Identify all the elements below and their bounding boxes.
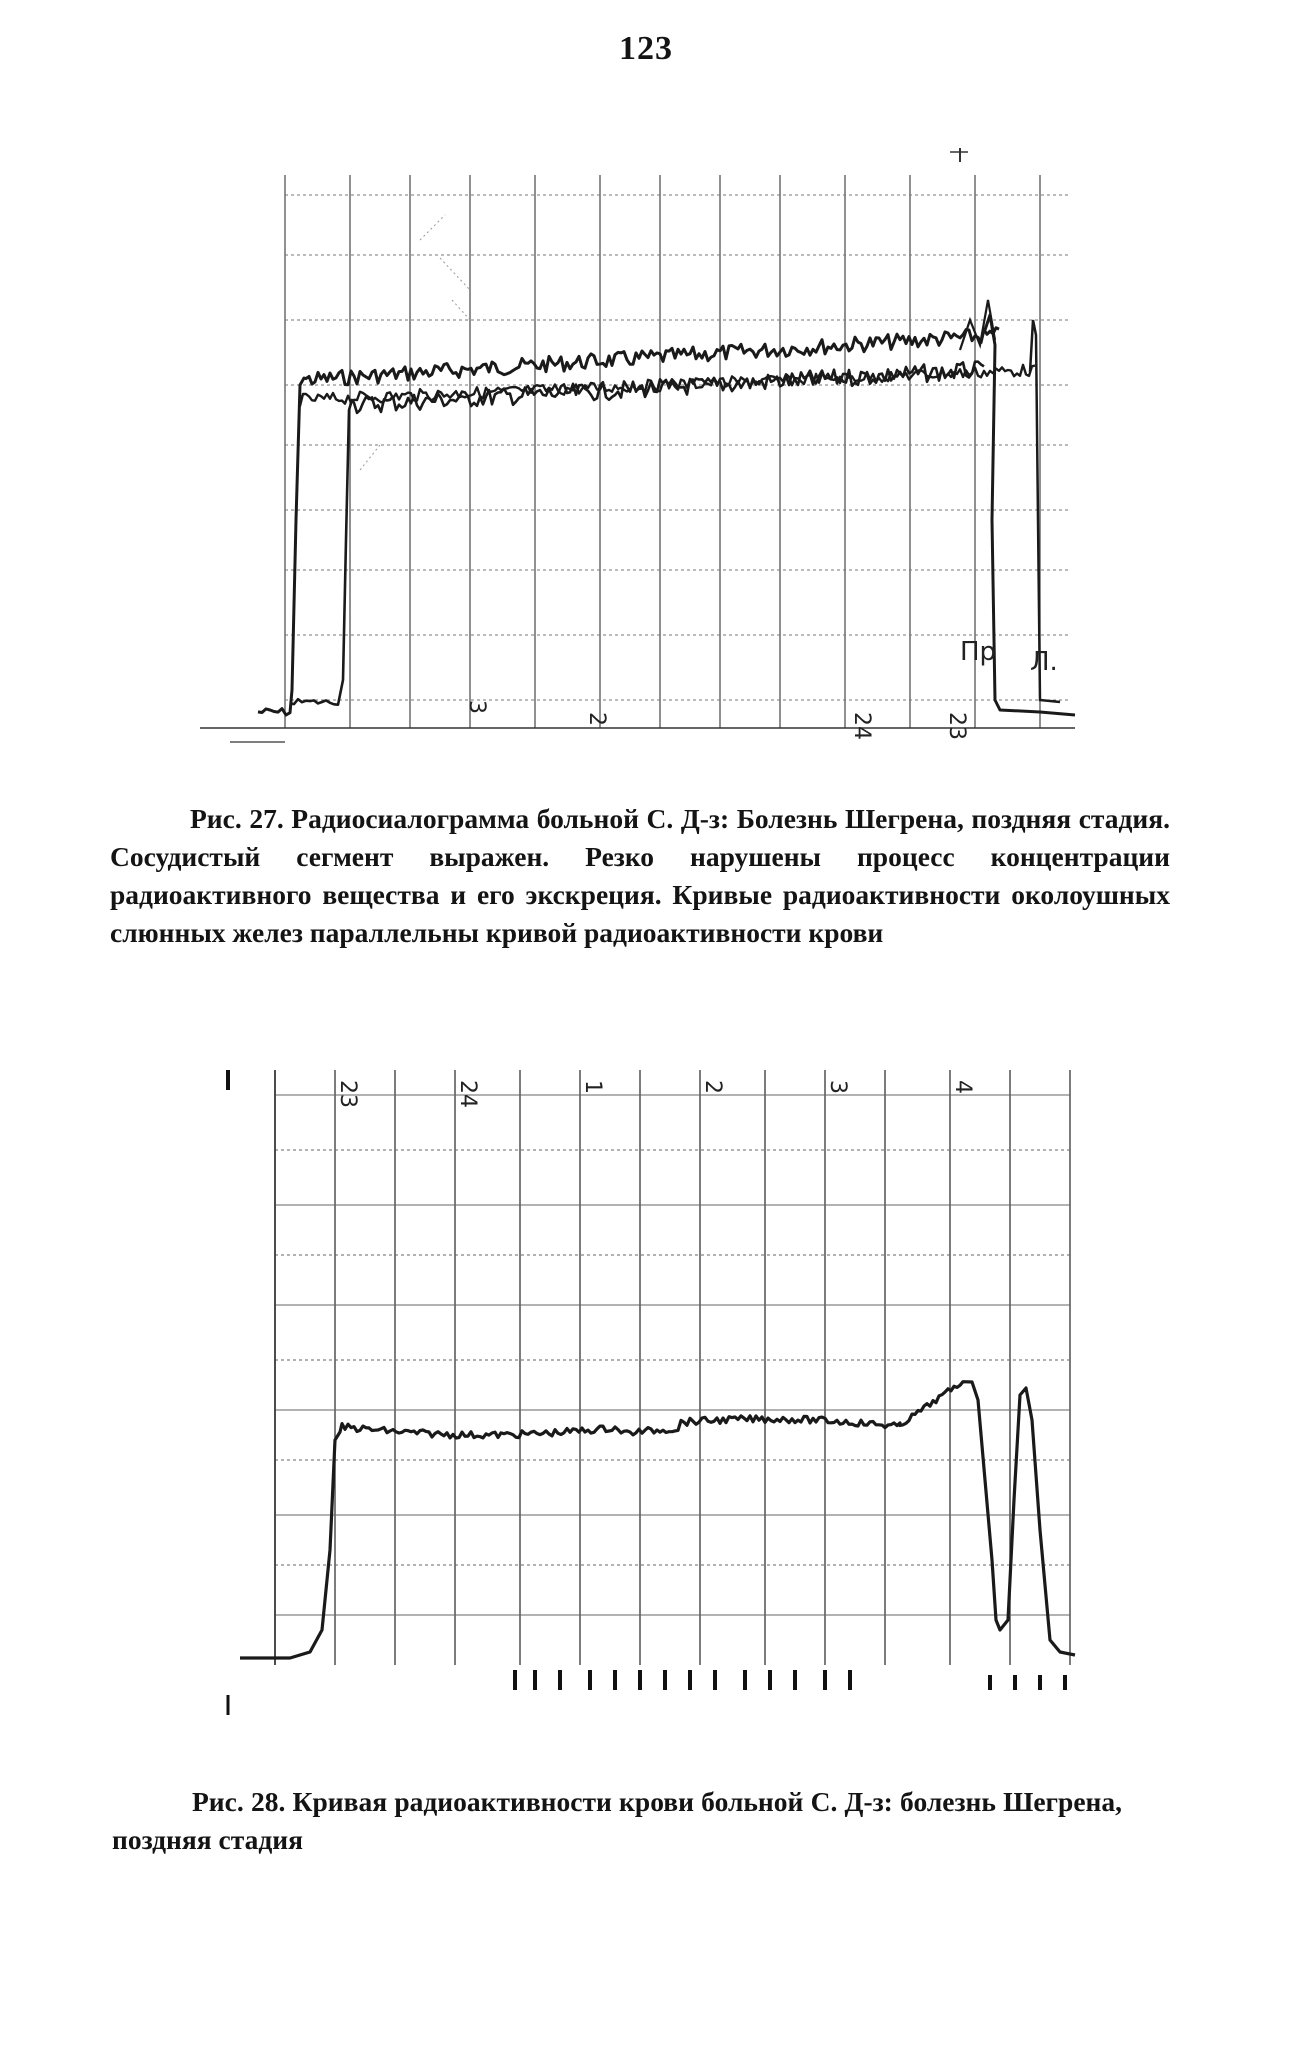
time-mark-label: 24 (455, 1080, 480, 1108)
page-number: 123 (619, 30, 673, 67)
time-mark-label: 24 (849, 712, 874, 740)
time-mark-label: 3 (825, 1080, 850, 1094)
time-mark-label: 3 (464, 700, 489, 714)
figure-caption: Рис. 28. Кривая радиоактивности крови больной С. Д-з: болезнь Шегрена, поздняя стадия (112, 1786, 1122, 1855)
annotation-label: Пр (960, 637, 997, 667)
time-mark-label: 23 (335, 1080, 360, 1108)
chart-labels (335, 1080, 975, 1108)
time-mark-label: 2 (584, 712, 609, 726)
annotation-label: Л. (1030, 647, 1058, 677)
time-mark-label: 4 (950, 1080, 975, 1094)
time-mark-label: 23 (944, 712, 969, 740)
figure-caption: Рис. 27. Радиосиалограмма больной С. Д-з: Болезнь Шегрена, поздняя стадия. Сосудистый сегмент выражен. Резко нарушены процесс концентрации радиоактивного вещества и его экскреция. Кривые радиоактивности околоушных слюнных желез параллельны кривой радиоактивности крови (110, 803, 1170, 948)
time-mark-label: 2 (700, 1080, 725, 1094)
time-mark-label: 1 (580, 1080, 605, 1094)
